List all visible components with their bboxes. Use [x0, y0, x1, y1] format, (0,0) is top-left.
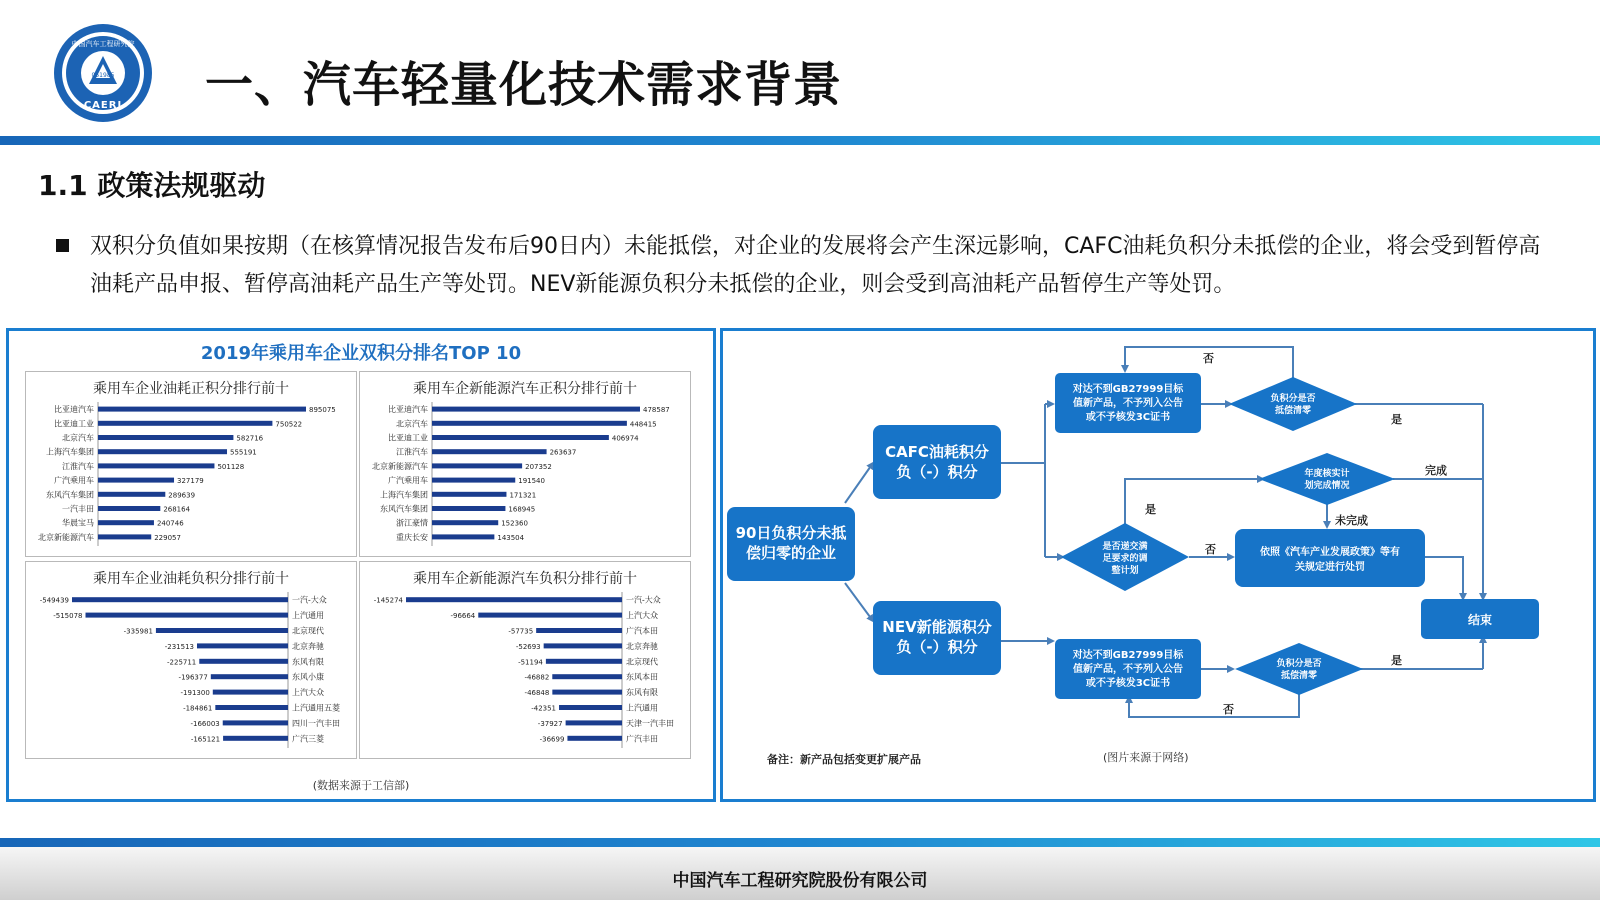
edge-label-yes-plan: 是 — [1145, 503, 1156, 516]
flow-decision-top-line1: 负积分是否 — [1270, 394, 1316, 404]
category-label: 广汽三菱 — [292, 734, 324, 744]
caeri-logo — [52, 22, 154, 124]
value-label: -96664 — [450, 612, 476, 621]
flow-decision-plan-line3: 整计划 — [1111, 566, 1139, 576]
bar — [559, 705, 622, 710]
bar — [432, 478, 515, 483]
flow-note: 备注：新产品包括变更扩展产品 — [767, 753, 921, 766]
value-label: -196377 — [178, 673, 208, 682]
edge-label-yes-bottom: 是 — [1391, 654, 1402, 667]
section-title: 1.1 政策法规驱动 — [38, 169, 266, 202]
category-label: 北京奔驰 — [626, 641, 658, 651]
value-label: 168945 — [508, 505, 536, 514]
category-label: 上汽通用五菱 — [292, 703, 340, 713]
flow-punish-line1: 依照《汽车产业发展政策》等有 — [1260, 547, 1400, 558]
value-label: 478587 — [643, 406, 670, 415]
data-source-note: (数据来源于工信部) — [312, 779, 410, 792]
category-label: 东风小康 — [292, 672, 324, 682]
category-label: 上汽大众 — [292, 688, 324, 698]
category-label: 比亚迪汽车 — [54, 405, 94, 415]
value-label: -145274 — [373, 596, 403, 605]
category-label: 比亚迪汽车 — [388, 405, 428, 415]
flow-penalty-bottom-line3: 或不予核发3C证书 — [1085, 678, 1171, 689]
bar — [432, 492, 506, 497]
flow-cafc-box — [873, 425, 1001, 499]
chart-title: 乘用车企新能源汽车负积分排行前十 — [413, 571, 637, 587]
category-label: 江淮汽车 — [396, 447, 428, 457]
category-label: 北京新能源汽车 — [38, 532, 94, 542]
chart-title: 乘用车企新能源汽车正积分排行前十 — [413, 381, 637, 397]
flow-decision-year-line2: 划完成情况 — [1304, 481, 1350, 491]
value-label: 327179 — [177, 477, 204, 486]
flow-decision-year — [1259, 453, 1395, 505]
flowchart-panel — [720, 328, 1596, 802]
bar — [72, 597, 288, 602]
flow-decision-plan-line1: 是否递交满 — [1102, 542, 1148, 552]
value-label: -165121 — [190, 735, 221, 744]
bar — [98, 492, 165, 497]
value-label: 229057 — [154, 533, 181, 542]
category-label: 东风汽车集团 — [380, 504, 428, 514]
bar — [432, 407, 640, 412]
logo-abbr: CAERI — [83, 100, 123, 111]
chart-title: 乘用车企业油耗负积分排行前十 — [93, 571, 289, 587]
ranking-panel — [6, 328, 716, 802]
bar — [215, 705, 288, 710]
edge-label-undone: 未完成 — [1335, 514, 1368, 527]
value-label: -57735 — [508, 627, 534, 636]
bar — [544, 643, 622, 648]
bar — [156, 628, 288, 633]
value-label: 501128 — [217, 462, 245, 471]
value-label: -549439 — [39, 596, 69, 605]
bar — [98, 421, 272, 426]
category-label: 上汽大众 — [626, 611, 658, 621]
flow-decision-top-line2: 抵偿清零 — [1274, 406, 1312, 416]
bullet-paragraph: 双积分负值如果按期（在核算情况报告发布后90日内）未能抵偿，对企业的发展将会产生深远影响，CAFC油耗负积分未抵偿的企业，将会受到暂停高油耗产品申报、暂停高油耗产品生产等处罚。NEV新能源负积分未抵偿的企业，则会受到高油耗产品暂停生产等处罚。 — [90, 234, 1541, 297]
footer-company: 中国汽车工程研究院股份有限公司 — [672, 871, 928, 891]
bar — [98, 463, 214, 468]
bar — [432, 421, 627, 426]
bar — [213, 690, 288, 695]
footer-divider — [0, 838, 1600, 847]
value-label: -515078 — [53, 612, 83, 621]
category-label: 天津一汽丰田 — [626, 718, 674, 728]
value-label: 895075 — [309, 406, 336, 415]
bar — [432, 435, 609, 440]
edge-label-no-plan: 否 — [1205, 543, 1216, 556]
chart-nev-positive — [359, 371, 691, 557]
flowchart — [723, 331, 1593, 799]
bar — [98, 449, 227, 454]
bar — [86, 613, 288, 618]
category-label: 上汽通用 — [626, 703, 658, 713]
value-label: 171321 — [509, 491, 537, 500]
value-label: 582716 — [236, 434, 264, 443]
page-title: 一、汽车轻量化技术需求背景 — [205, 57, 843, 113]
category-label: 北京汽车 — [62, 433, 94, 443]
flow-decision-bottom — [1235, 643, 1363, 695]
value-label: -36699 — [539, 735, 565, 744]
edge-label-done: 完成 — [1425, 464, 1447, 477]
flow-end-label: 结束 — [1467, 613, 1493, 627]
flow-decision-bottom-line2: 抵偿清零 — [1280, 671, 1318, 681]
chart-cafc-negative — [25, 561, 357, 759]
value-label: -51194 — [518, 658, 543, 667]
bar — [98, 534, 151, 539]
flow-punish-box — [1235, 529, 1425, 587]
flow-decision-year-line1: 年度核实计 — [1304, 469, 1350, 479]
category-label: 广汽丰田 — [626, 734, 658, 744]
category-label: 广汽乘用车 — [54, 476, 94, 486]
flow-cafc-line1: CAFC油耗积分 — [885, 443, 989, 461]
value-label: 240746 — [156, 519, 184, 528]
bar — [199, 659, 288, 664]
flow-penalty-top-line3: 或不予核发3C证书 — [1085, 412, 1171, 423]
bar — [98, 520, 154, 525]
value-label: -191300 — [180, 689, 210, 698]
category-label: 东风本田 — [626, 672, 658, 682]
bar — [552, 690, 622, 695]
bar — [432, 534, 494, 539]
flow-punish-line2: 关规定进行处罚 — [1295, 562, 1365, 573]
category-label: 一汽-大众 — [626, 595, 661, 605]
value-label: -335981 — [123, 627, 153, 636]
chart-title: 乘用车企业油耗正积分排行前十 — [93, 381, 289, 397]
category-label: 北京现代 — [292, 626, 324, 636]
value-label: -46848 — [524, 689, 550, 698]
flow-start-line1: 90日负积分未抵 — [735, 524, 847, 542]
bar — [546, 659, 622, 664]
category-label: 上汽通用 — [292, 611, 324, 621]
edge-label-no-bottom: 否 — [1223, 703, 1234, 716]
bar — [567, 736, 622, 741]
category-label: 北京新能源汽车 — [372, 461, 428, 471]
flow-cafc-line2: 负（-）积分 — [896, 463, 978, 481]
value-label: -46882 — [524, 673, 550, 682]
chart-cafc-positive — [25, 371, 357, 557]
category-label: 广汽乘用车 — [388, 476, 428, 486]
bar — [566, 720, 622, 725]
category-label: 上海汽车集团 — [380, 490, 428, 500]
bar — [406, 597, 622, 602]
category-label: 一汽-大众 — [292, 595, 327, 605]
bar — [98, 506, 160, 511]
edge-label-no-top: 否 — [1203, 352, 1214, 365]
category-label: 四川一汽丰田 — [292, 718, 340, 728]
value-label: 263637 — [549, 448, 577, 457]
value-label: 143504 — [497, 533, 525, 542]
bar — [552, 674, 622, 679]
flow-source: (图片来源于网络) — [1103, 751, 1189, 764]
category-label: 东风汽车集团 — [46, 490, 94, 500]
flow-nev-line2: 负（-）积分 — [896, 638, 978, 656]
bar — [478, 613, 622, 618]
bar — [211, 674, 288, 679]
value-label: -37927 — [537, 719, 563, 728]
value-label: 268164 — [163, 505, 191, 514]
value-label: 289639 — [168, 491, 196, 500]
category-label: 比亚迪工业 — [54, 419, 94, 429]
bar — [536, 628, 622, 633]
category-label: 江淮汽车 — [62, 461, 94, 471]
bar — [98, 478, 174, 483]
bar — [432, 449, 547, 454]
category-label: 北京现代 — [626, 657, 658, 667]
logo-text: 中国汽车工程研究院 — [71, 40, 135, 48]
category-label: 浙江豪情 — [396, 518, 428, 528]
flow-decision-bottom-line1: 负积分是否 — [1276, 659, 1322, 669]
flow-penalty-top-line2: 值新产品，不予列入公告 — [1073, 398, 1183, 409]
value-label: 207352 — [525, 462, 552, 471]
ranking-panel-title: 2019年乘用车企业双积分排名TOP 10 — [200, 343, 522, 364]
chart-nev-negative — [359, 561, 691, 759]
bar — [223, 736, 288, 741]
value-label: 555191 — [230, 448, 257, 457]
edge-label-yes-top: 是 — [1391, 413, 1402, 426]
bar — [432, 520, 498, 525]
category-label: 上海汽车集团 — [46, 447, 94, 457]
bar — [432, 506, 505, 511]
category-label: 北京奔驰 — [292, 641, 324, 651]
value-label: 152360 — [501, 519, 528, 528]
category-label: 北京汽车 — [396, 419, 428, 429]
flow-start-line2: 偿归零的企业 — [745, 544, 837, 562]
flow-penalty-top-line1: 对达不到GB27999目标 — [1072, 384, 1184, 395]
flow-decision-top — [1229, 377, 1357, 431]
value-label: -42351 — [531, 704, 557, 713]
flow-penalty-bottom-line2: 值新产品，不予列入公告 — [1073, 664, 1183, 675]
bar — [197, 643, 288, 648]
category-label: 重庆长安 — [396, 532, 428, 542]
bar — [98, 407, 306, 412]
category-label: 东风有限 — [626, 688, 658, 698]
value-label: -231513 — [164, 642, 194, 651]
bar — [98, 435, 233, 440]
value-label: -52693 — [515, 642, 541, 651]
flow-nev-line1: NEV新能源积分 — [882, 618, 992, 636]
logo-year: 051985 — [91, 72, 115, 79]
value-label: -166003 — [190, 719, 220, 728]
category-label: 比亚迪工业 — [388, 433, 428, 443]
bullet-square-icon — [56, 239, 69, 252]
value-label: 406974 — [611, 434, 639, 443]
category-label: 华晨宝马 — [62, 518, 94, 528]
header-divider — [0, 136, 1600, 145]
value-label: 448415 — [629, 420, 657, 429]
value-label: -184861 — [183, 704, 213, 713]
flow-penalty-bottom-line1: 对达不到GB27999目标 — [1072, 650, 1184, 661]
value-label: 750522 — [275, 420, 303, 429]
flow-decision-plan-line2: 足要求的调 — [1102, 554, 1148, 564]
category-label: 东风有限 — [292, 657, 324, 667]
value-label: -225711 — [167, 658, 197, 667]
bar — [432, 463, 522, 468]
category-label: 广汽本田 — [626, 626, 658, 636]
category-label: 一汽丰田 — [62, 504, 94, 514]
bar — [223, 720, 288, 725]
value-label: 191540 — [518, 477, 545, 486]
